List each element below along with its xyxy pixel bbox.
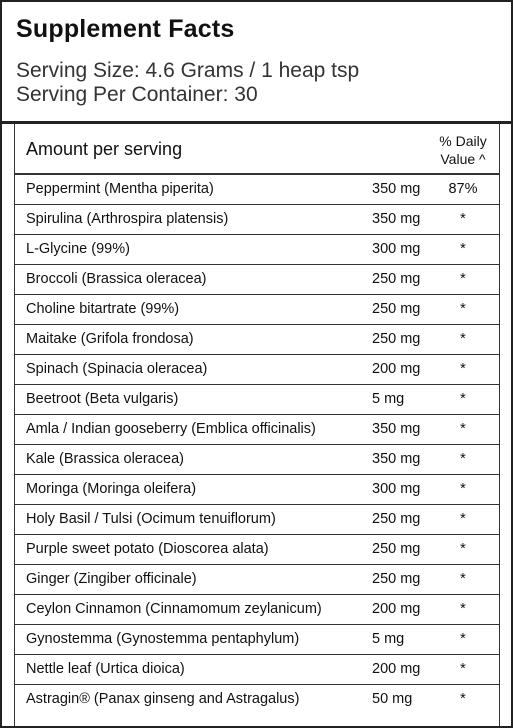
ingredient-amount: 5 mg: [372, 391, 405, 407]
ingredient-amount: 350 mg: [372, 181, 421, 197]
ingredient-name: Purple sweet potato (Dioscorea alata): [26, 541, 269, 557]
facts-header: [2, 2, 511, 123]
ingredient-amount: 200 mg: [372, 601, 421, 617]
table-row: [15, 235, 499, 265]
table-row: [15, 415, 499, 445]
facts-title: Supplement Facts: [16, 15, 235, 43]
ingredient-amount: 350 mg: [372, 211, 421, 227]
daily-value-header-line1: % Daily: [439, 133, 487, 149]
ingredient-amount: 300 mg: [372, 241, 421, 257]
ingredient-daily-value: *: [460, 361, 466, 377]
table-row: [15, 565, 499, 595]
ingredient-amount: 300 mg: [372, 481, 421, 497]
ingredient-daily-value: 87%: [448, 181, 478, 197]
amount-per-serving-header: Amount per serving: [26, 139, 183, 159]
table-row: [15, 265, 499, 295]
table-row: [15, 325, 499, 355]
table-row: [15, 175, 499, 205]
table-row: [15, 445, 499, 475]
ingredient-name: Choline bitartrate (99%): [26, 301, 180, 317]
ingredient-daily-value: *: [460, 391, 466, 407]
ingredient-amount: 200 mg: [372, 661, 421, 677]
ingredient-name: Peppermint (Mentha piperita): [26, 181, 214, 197]
ingredient-daily-value: *: [460, 691, 466, 707]
table-row: [15, 625, 499, 655]
ingredient-amount: 250 mg: [372, 271, 421, 287]
ingredient-daily-value: *: [460, 631, 466, 647]
ingredient-name: Holy Basil / Tulsi (Ocimum tenuiflorum): [26, 511, 276, 527]
ingredient-name: L-Glycine (99%): [26, 241, 130, 257]
ingredient-name: Spirulina (Arthrospira platensis): [26, 211, 229, 227]
ingredient-daily-value: *: [460, 481, 466, 497]
ingredient-daily-value: *: [460, 331, 466, 347]
ingredient-daily-value: *: [460, 511, 466, 527]
table-row: [15, 595, 499, 625]
ingredient-name: Maitake (Grifola frondosa): [26, 331, 194, 347]
facts-table: [14, 123, 500, 727]
ingredient-daily-value: *: [460, 661, 466, 677]
ingredient-name: Nettle leaf (Urtica dioica): [26, 661, 185, 677]
ingredient-daily-value: *: [460, 571, 466, 587]
table-row: [15, 655, 499, 685]
ingredient-daily-value: *: [460, 541, 466, 557]
table-row: [15, 505, 499, 535]
table-row: [15, 385, 499, 415]
ingredient-name: Ceylon Cinnamon (Cinnamomum zeylanicum): [26, 601, 322, 617]
ingredient-name: Spinach (Spinacia oleracea): [26, 361, 208, 377]
ingredient-daily-value: *: [460, 241, 466, 257]
ingredient-amount: 350 mg: [372, 451, 421, 467]
ingredient-name: Broccoli (Brassica oleracea): [26, 271, 207, 287]
ingredient-name: Gynostemma (Gynostemma pentaphylum): [26, 631, 300, 647]
ingredient-amount: 200 mg: [372, 361, 421, 377]
ingredient-name: Ginger (Zingiber officinale): [26, 571, 197, 587]
ingredient-daily-value: *: [460, 271, 466, 287]
ingredient-daily-value: *: [460, 421, 466, 437]
table-row: [15, 685, 499, 715]
serving-size: Serving Size: 4.6 Grams / 1 heap tsp: [16, 59, 360, 82]
table-row: [15, 295, 499, 325]
ingredient-name: Moringa (Moringa oleifera): [26, 481, 197, 497]
daily-value-header-line2: Value ^: [440, 151, 486, 167]
ingredient-daily-value: *: [460, 211, 466, 227]
ingredient-amount: 250 mg: [372, 331, 421, 347]
servings-per-container: Serving Per Container: 30: [16, 83, 258, 106]
daily-value-header: [433, 132, 493, 168]
ingredient-amount: 250 mg: [372, 541, 421, 557]
ingredient-amount: 350 mg: [372, 421, 421, 437]
ingredient-daily-value: *: [460, 451, 466, 467]
ingredient-amount: 50 mg: [372, 691, 413, 707]
table-row: [15, 535, 499, 565]
ingredient-name: Amla / Indian gooseberry (Emblica officinalis): [26, 421, 316, 437]
ingredient-name: Beetroot (Beta vulgaris): [26, 391, 179, 407]
table-row: [15, 205, 499, 235]
table-row: [15, 355, 499, 385]
ingredient-name: Kale (Brassica oleracea): [26, 451, 184, 467]
ingredient-amount: 250 mg: [372, 301, 421, 317]
table-row: [15, 475, 499, 505]
ingredient-amount: 250 mg: [372, 511, 421, 527]
ingredient-amount: 5 mg: [372, 631, 405, 647]
ingredient-daily-value: *: [460, 301, 466, 317]
ingredient-rows: [15, 175, 499, 715]
ingredient-name: Astragin® (Panax ginseng and Astragalus): [26, 691, 300, 707]
ingredient-daily-value: *: [460, 601, 466, 617]
ingredient-amount: 250 mg: [372, 571, 421, 587]
